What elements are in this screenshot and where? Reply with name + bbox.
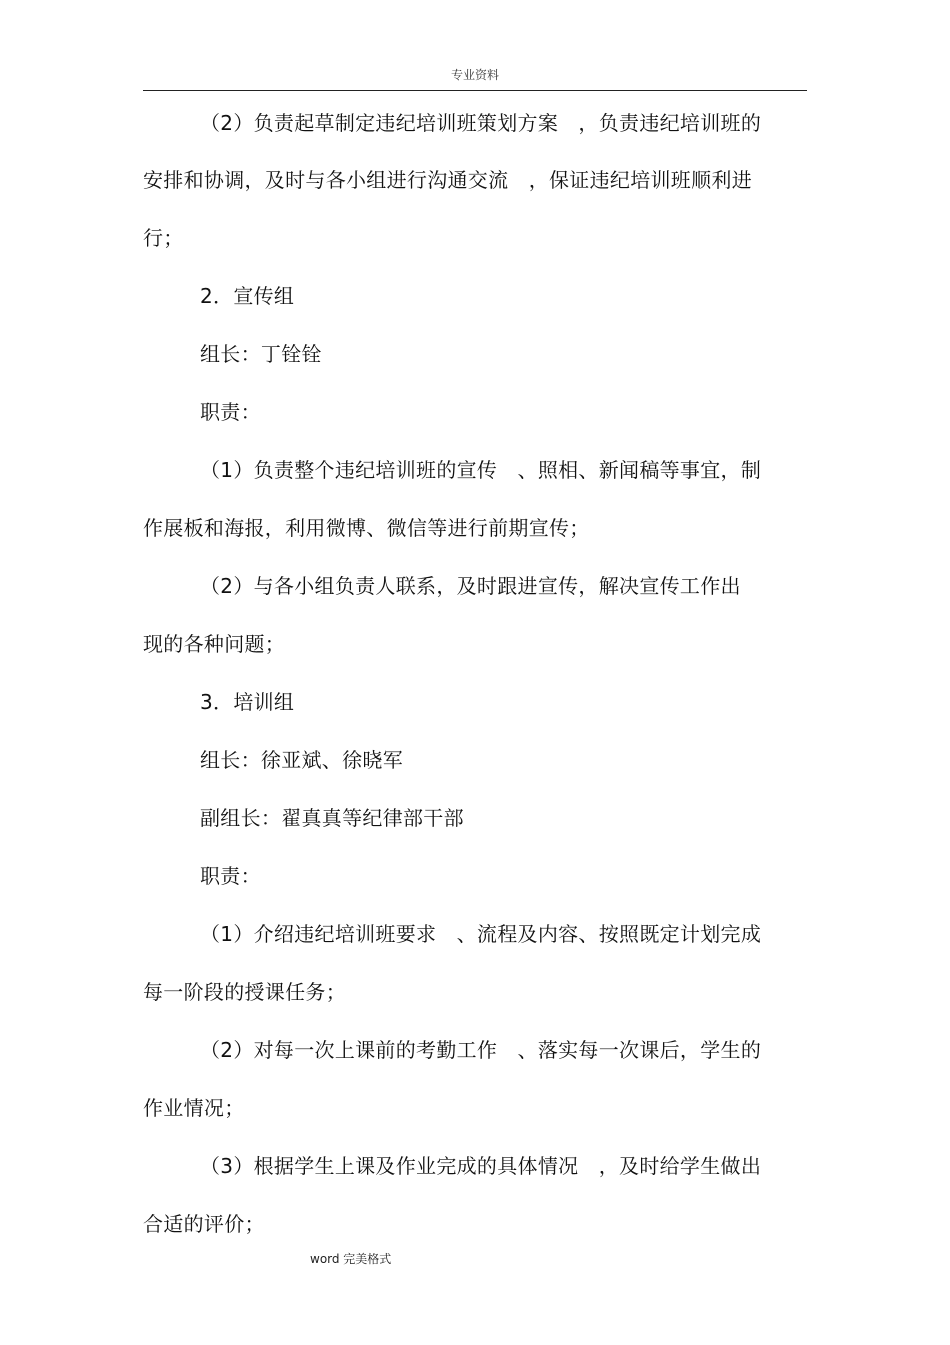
paragraph-line: 组长：丁铨铨 (200, 342, 322, 366)
paragraph-line: 安排和协调，及时与各小组进行沟通交流 ，保证违纪培训班顺利进 (143, 168, 752, 192)
paragraph-line: （3）根据学生上课及作业完成的具体情况 ，及时给学生做出 (200, 1154, 762, 1178)
paragraph-line: 副组长：翟真真等纪律部干部 (200, 806, 464, 830)
paragraph-line: 职责： (200, 400, 261, 424)
paragraph-line: 作展板和海报，利用微博、微信等进行前期宣传； (143, 516, 590, 540)
paragraph-line: 现的各种问题； (143, 632, 286, 656)
paragraph-line: 合适的评价； (143, 1212, 265, 1236)
page-footer: word 完美格式 (310, 1252, 392, 1266)
paragraph-line: （1）介绍违纪培训班要求 、流程及内容、按照既定计划完成 (200, 922, 762, 946)
paragraph-line: 作业情况； (143, 1096, 245, 1120)
paragraph-line: 组长：徐亚斌、徐晓军 (200, 748, 403, 772)
section-heading: 3．培训组 (200, 690, 295, 714)
paragraph-line: 行； (143, 226, 184, 250)
page-header: 专业资料 (450, 68, 499, 82)
paragraph-line: （1）负责整个违纪培训班的宣传 、照相、新闻稿等事宜，制 (200, 458, 762, 482)
paragraph-line: （2）对每一次上课前的考勤工作 、落实每一次课后，学生的 (200, 1038, 762, 1062)
paragraph-line: 每一阶段的授课任务； (143, 980, 346, 1004)
paragraph-line: （2）负责起草制定违纪培训班策划方案 ，负责违纪培训班的 (200, 111, 762, 135)
header-divider (143, 90, 807, 91)
paragraph-line: 职责： (200, 864, 261, 888)
paragraph-line: （2）与各小组负责人联系，及时跟进宣传，解决宣传工作出 (200, 574, 741, 598)
section-heading: 2．宣传组 (200, 284, 295, 308)
